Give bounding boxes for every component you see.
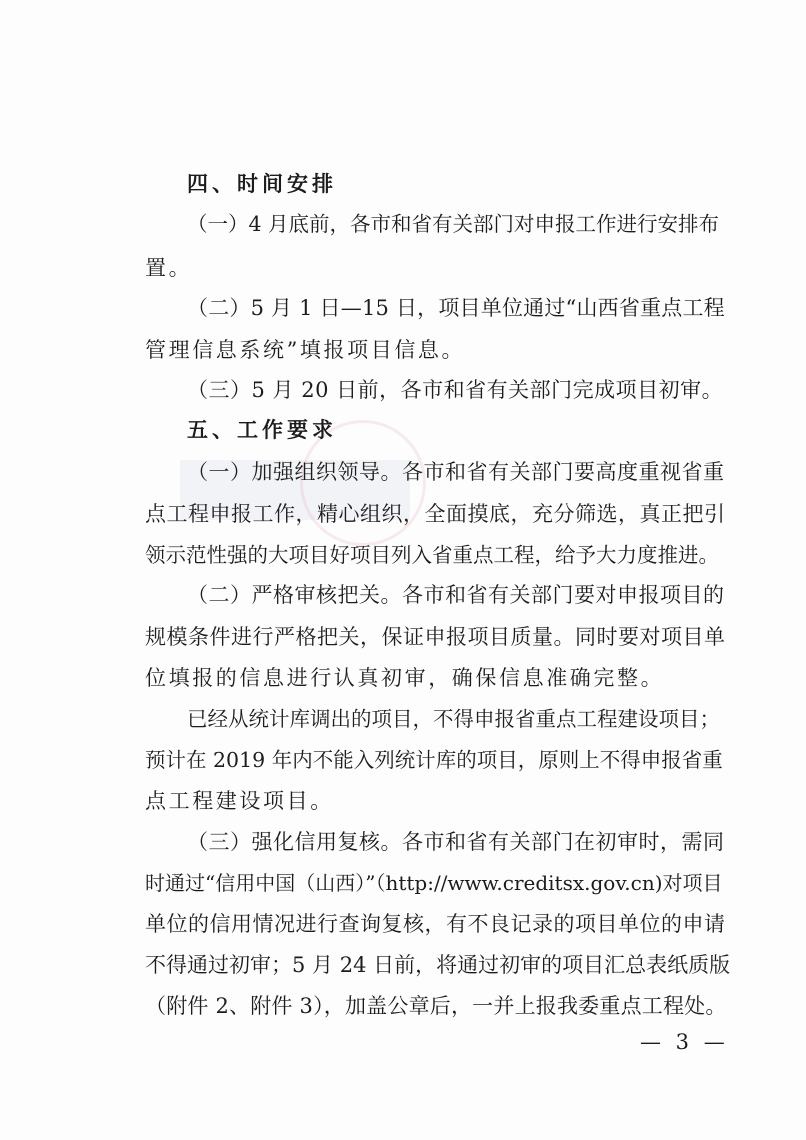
- s5-item-1-line-2: 点工程申报工作，精心组织，全面摸底，充分筛选，真正把引: [145, 502, 726, 526]
- section-4-title: 四、时间安排: [187, 172, 337, 196]
- s4-item-3: （三）5 月 20 日前，各市和省有关部门完成项目初审。: [187, 378, 724, 402]
- s5-item-3-line-3: 单位的信用情况进行查询复核，有不良记录的项目单位的申请: [145, 912, 726, 936]
- s5-item-2-line-1: （二）严格审核把关。各市和省有关部门要对申报项目的: [187, 583, 725, 607]
- s5-item-1-line-3: 领示范性强的大项目好项目列入省重点工程，给予大力度推进。: [145, 543, 719, 567]
- s5-item-2-line-2: 规模条件进行严格把关，保证申报项目质量。同时要对项目单: [145, 625, 726, 649]
- s5-item-3-line-4: 不得通过初审；5 月 24 日前，将通过初审的项目汇总表纸质版: [145, 953, 731, 977]
- s5-item-3-line-5: （附件 2、附件 3），加盖公章后，一并上报我委重点工程处。: [145, 994, 727, 1018]
- section-5-title: 五、工作要求: [187, 418, 337, 442]
- page-number: — 3 —: [640, 1030, 729, 1054]
- s5-item-3-line-1: （三）强化信用复核。各市和省有关部门在初审时，需同: [187, 830, 725, 854]
- paragraph-line-1: 已经从统计库调出的项目，不得申报省重点工程建设项目；: [187, 707, 720, 731]
- s4-item-1-line-2: 置。: [145, 256, 193, 280]
- s5-item-2-line-3: 位填报的信息进行认真初审，确保信息准确完整。: [145, 666, 665, 690]
- s4-item-1-line-1: （一）4 月底前，各市和省有关部门对申报工作进行安排布: [187, 212, 720, 236]
- s5-item-3-line-2: 时通过“信用中国（山西）”（http://www.creditsx.gov.cn)对项目: [145, 871, 723, 895]
- paragraph-line-3: 点工程建设项目。: [145, 789, 334, 813]
- s4-item-2-line-1: （二）5 月 1 日—15 日，项目单位通过“山西省重点工程: [187, 296, 725, 320]
- paragraph-line-2: 预计在 2019 年内不能入列统计库的项目，原则上不得申报省重: [145, 748, 723, 772]
- s5-item-1-line-1: （一）加强组织领导。各市和省有关部门要高度重视省重: [187, 460, 725, 484]
- s4-item-2-line-2: 管理信息系统”填报项目信息。: [145, 338, 466, 362]
